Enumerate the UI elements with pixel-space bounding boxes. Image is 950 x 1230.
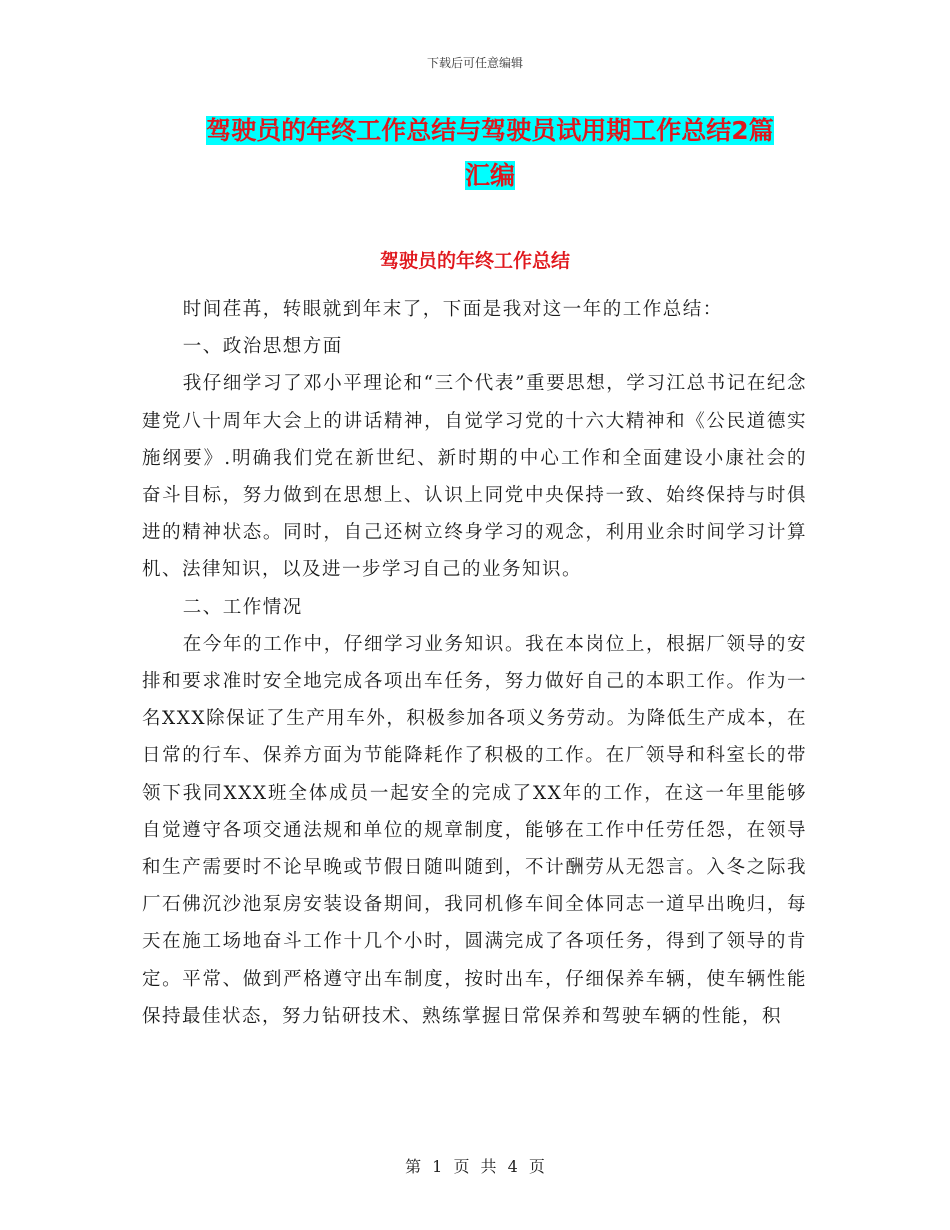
header-note: 下载后可任意编辑 [426,56,523,70]
title-line-1: 驾驶员的年终工作总结与驾驶员试用期工作总结2篇 [206,116,774,145]
paragraph-politics: 我仔细学习了邓小平理论和“三个代表”重要思想，学习江总书记在纪念建党八十周年大会上的讲话精神，自觉学习党的十六大精神和《公民道德实施纲要》.明确我们党在新世纪、新时期的中心工作和全面建设小康社会的奋斗目标，努力做到在思想上、认识上同党中央保持一致、始终保持与时俱进的精神状态。同时，自己还树立终身学习的观念，利用业余时间学习计算机、法律知识，以及进一步学习自己的业务知识。 [142,373,807,581]
paragraph-intro: 时间荏苒，转眼就到年末了，下面是我对这一年的工作总结： [182,299,723,320]
document-title [160,108,820,198]
paragraph-work: 在今年的工作中，仔细学习业务知识。我在本岗位上，根据厂领导的安排和要求准时安全地完成各项出车任务，努力做好自己的本职工作。作为一名XXX除保证了生产用车外，积极参加各项义务劳动。为降低生产成本，在日常的行车、保养方面为节能降耗作了积极的工作。在厂领导和科室长的带领下我同XXX班全体成员一起安全的完成了XX年的工作，在这一年里能够自觉遵守各项交通法规和单位的规章制度，能够在工作中任劳任怨，在领导和生产需要时不论早晚或节假日随叫随到，不计酬劳从无怨言。入冬之际我厂石佛沉沙池泵房安装设备期间，我同机修车间全体同志一道早出晚归，每天在施工场地奋斗工作十几个小时，圆满完成了各项任务，得到了领导的肯定。平常、做到严格遵守出车制度，按时出车，仔细保养车辆，使车辆性能保持最佳状态，努力钻研技术、熟练掌握日常保养和驾驶车辆的性能，积 [142,633,807,1027]
section-title: 驾驶员的年终工作总结 [379,250,570,272]
heading-politics: 一、政治思想方面 [182,336,343,358]
document-body [142,291,807,1035]
title-line-2: 汇编 [464,161,515,190]
heading-work: 二、工作情况 [182,596,303,618]
page-footer: 第 1 页 共 4 页 [405,1157,545,1176]
